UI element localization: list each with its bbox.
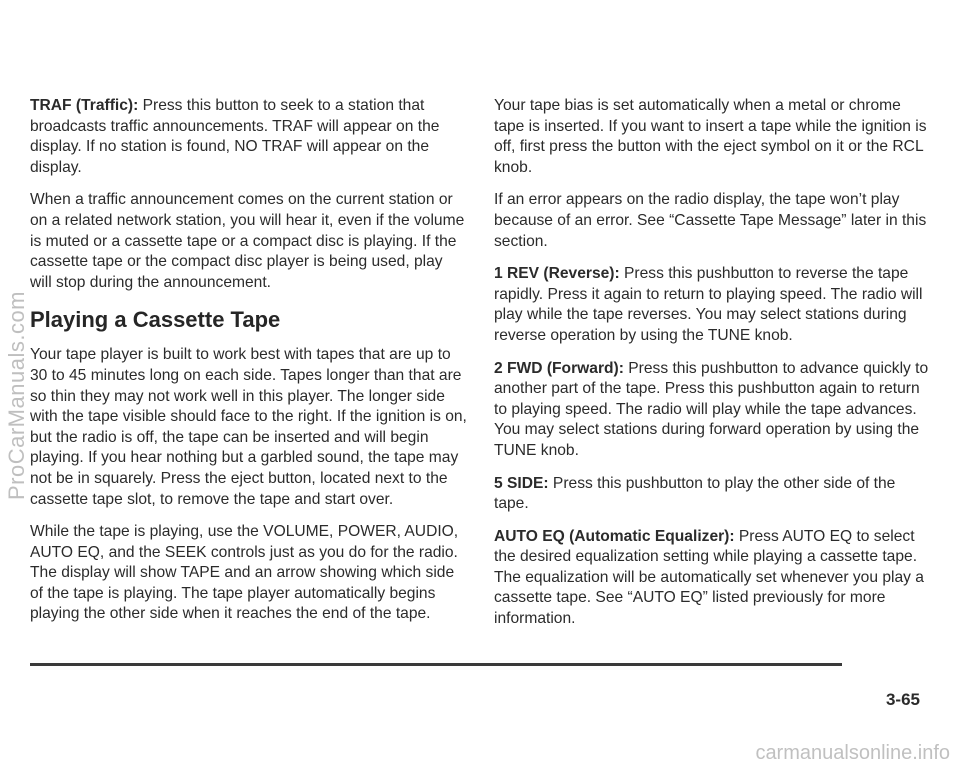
side-watermark: ProCarManuals.com: [4, 290, 29, 500]
traffic-announcement-paragraph: When a traffic announcement comes on the current station or on a related network station, you will hear it, even if the volume is muted or a cassette tape or a compact disc is playing. If the cassette tape or the compact disc player is being used, play will stop during the announcement.: [30, 191, 465, 291]
auto-eq-description: Press AUTO EQ to select the desired equalization setting while playing a cassette tape. The equalization will be automatically set whenever you play a cassette tape. See “AUTO EQ” listed previously for more information.: [494, 527, 924, 628]
tape-player-paragraph: Your tape player is built to work best with tapes that are up to 30 to 45 minutes long on each side. Tapes longer than that are so thin they may not work well in this player. The longer side with the tape visible should face to the right. If the ignition is on, but the radio is off, the tape can be inserted and will begin playing. If you hear nothing but a garbled sound, the tape may not be in squarely. Press the eject button, located next to the cassette tape slot, to remove the tape and start over.: [30, 346, 467, 508]
tape-playing-paragraph: While the tape is playing, use the VOLUME, POWER, AUDIO, AUTO EQ, and the SEEK controls just as you do for the radio. The display will show TAPE and an arrow showing which side of the tape is playing. The tape player automatically begins playing the other side when it reaches the end of the tape.: [30, 523, 459, 623]
rev-paragraph: [494, 264, 930, 346]
bottom-watermark: carmanualsonline.info: [755, 742, 950, 764]
traf-paragraph: [30, 96, 468, 178]
left-column: [30, 96, 468, 637]
tape-bias-paragraph: Your tape bias is set automatically when a metal or chrome tape is inserted. If you want to insert a tape while the ignition is off, first press the button with the eject symbol on it or the RCL knob.: [494, 97, 927, 176]
rev-description: Press this pushbutton to reverse the tape rapidly. Press it again to return to playing speed. The radio will play while the tape reverses. You may select stations during reverse operation by using the TUNE knob.: [494, 265, 923, 344]
footer-rule: [30, 663, 842, 666]
side-description: Press this pushbutton to play the other side of the tape.: [494, 474, 896, 513]
side-paragraph: [494, 474, 930, 515]
section-heading: Playing a Cassette Tape: [30, 307, 281, 333]
traf-description: Press this button to seek to a station that broadcasts traffic announcements. TRAF will appear on the display. If no station is found, NO TRAF will appear on the display.: [30, 97, 440, 176]
error-paragraph: If an error appears on the radio display, the tape won’t play because of an error. See “Cassette Tape Message” later in this section.: [494, 191, 927, 250]
page-number: 3-65: [885, 690, 920, 709]
fwd-description: Press this pushbutton to advance quickly to another part of the tape. Press this pushbutton again to return to playing speed. The radio will play while the tape advances. You may select stations during forward operation by using the TUNE knob.: [494, 359, 929, 459]
fwd-paragraph: [494, 359, 930, 462]
rev-term: 1 REV (Reverse):: [494, 265, 620, 283]
right-column: [494, 96, 930, 642]
auto-eq-paragraph: [494, 527, 930, 630]
auto-eq-term: AUTO EQ (Automatic Equalizer):: [494, 527, 735, 545]
side-term: 5 SIDE:: [494, 474, 549, 492]
traf-term: TRAF (Traffic):: [30, 97, 139, 114]
fwd-term: 2 FWD (Forward):: [494, 359, 624, 377]
